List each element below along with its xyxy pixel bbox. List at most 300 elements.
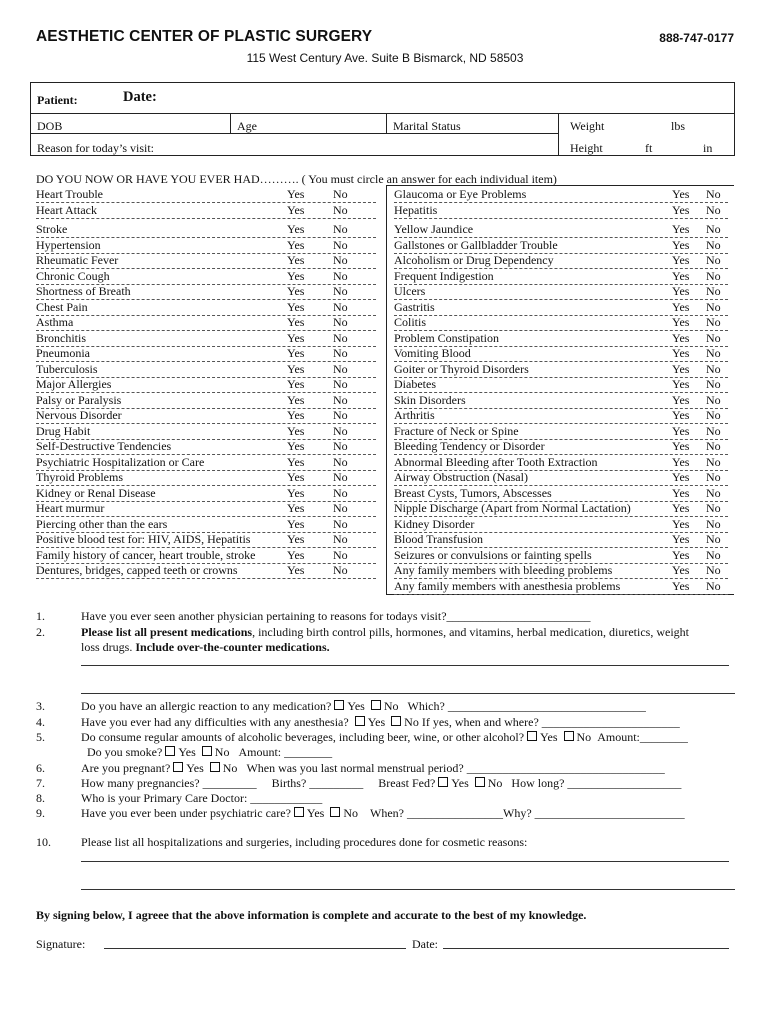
no-option[interactable]: No <box>333 361 348 376</box>
condition-label: Chest Pain <box>36 299 88 314</box>
history-row <box>36 284 376 300</box>
question-1: Have you ever seen another physician pertaining to reasons for todays visit?________________________ <box>81 609 591 623</box>
no-option[interactable]: No <box>706 203 721 217</box>
question-3 <box>81 699 646 714</box>
page-title: AESTHETIC CENTER OF PLASTIC SURGERY <box>36 28 373 45</box>
condition-label: Asthma <box>36 315 74 329</box>
condition-label: Nipple Discharge (Apart from Normal Lactation) <box>394 501 631 515</box>
question-3-text: Do you have an allergic reaction to any medication? <box>81 699 332 713</box>
date-label: Date: <box>123 89 157 105</box>
condition-label: Heart Attack <box>36 203 97 217</box>
history-row <box>394 346 728 362</box>
yes-checkbox[interactable] <box>527 731 537 741</box>
no-option[interactable]: No <box>333 268 348 283</box>
condition-label: Goiter or Thyroid Disorders <box>394 361 529 376</box>
history-row <box>394 470 728 486</box>
yes-option[interactable]: Yes <box>287 485 305 500</box>
signature-statement: By signing below, I agreee that the above information is complete and accurate to the best of my knowledge. <box>36 908 587 922</box>
yes-option[interactable]: Yes <box>287 346 305 360</box>
question-4-when: If yes, when and where? _______________________ <box>421 715 680 729</box>
no-option[interactable]: No <box>333 299 348 314</box>
no-option[interactable]: No <box>333 408 348 422</box>
question-number: 5. <box>36 730 45 744</box>
yes-option[interactable]: Yes <box>672 361 690 376</box>
history-row <box>394 362 728 378</box>
divider <box>386 113 387 133</box>
question-7-breastfed: Breast Fed? <box>378 776 436 790</box>
no-label: No <box>404 715 419 729</box>
history-row <box>36 424 376 440</box>
history-row <box>36 346 376 362</box>
no-option[interactable]: No <box>706 485 721 500</box>
condition-label: Positive blood test for: HIV, AIDS, Hepatitis <box>36 532 251 546</box>
no-option[interactable]: No <box>706 439 721 453</box>
yes-option[interactable]: Yes <box>672 377 690 391</box>
question-7-births: Births? _________ <box>271 776 364 790</box>
condition-label: Hepatitis <box>394 203 438 217</box>
no-label: No <box>222 761 238 775</box>
no-option[interactable]: No <box>333 346 348 360</box>
divider <box>230 113 231 133</box>
ft-label: ft <box>645 141 653 155</box>
condition-label: Tuberculosis <box>36 361 98 376</box>
history-heading: DO YOU NOW OR HAVE YOU EVER HAD………. ( You must circle an answer for each individual item) <box>36 172 557 186</box>
history-row <box>36 563 376 579</box>
yes-option[interactable]: Yes <box>672 299 690 314</box>
question-6-text: Are you pregnant? <box>81 761 171 775</box>
no-option[interactable]: No <box>706 578 721 593</box>
no-checkbox[interactable] <box>371 700 381 710</box>
no-option[interactable]: No <box>706 516 721 531</box>
yes-checkbox[interactable] <box>165 746 175 756</box>
condition-label: Heart murmur <box>36 501 105 515</box>
patient-label: Patient: <box>37 93 78 107</box>
dob-label: DOB <box>37 119 63 133</box>
no-option[interactable]: No <box>333 377 348 391</box>
history-row <box>394 269 728 285</box>
no-option[interactable]: No <box>333 253 348 267</box>
no-label: No <box>487 776 503 790</box>
divider <box>31 113 734 114</box>
yes-option[interactable]: Yes <box>672 346 690 360</box>
answer-line[interactable] <box>81 861 729 862</box>
question-number: 10. <box>36 835 51 849</box>
yes-option[interactable]: Yes <box>287 501 305 515</box>
no-option[interactable]: No <box>333 439 348 453</box>
history-row <box>394 377 728 393</box>
condition-label: Kidney or Renal Disease <box>36 485 156 500</box>
question-6 <box>81 761 665 776</box>
divider <box>558 113 559 155</box>
question-5 <box>81 730 688 745</box>
condition-label: Hypertension <box>36 237 101 252</box>
yes-option[interactable]: Yes <box>672 392 690 407</box>
weight-label: Weight <box>570 119 605 133</box>
condition-label: Piercing other than the ears <box>36 516 168 531</box>
condition-label: Psychiatric Hospitalization or Care <box>36 454 205 469</box>
history-row <box>394 408 728 424</box>
age-label: Age <box>237 119 257 133</box>
yes-option[interactable]: Yes <box>672 454 690 469</box>
question-number: 2. <box>36 625 45 639</box>
no-option[interactable]: No <box>706 330 721 345</box>
question-5-text: Do consume regular amounts of alcoholic beverages, including beer, wine, or other alcohol? <box>81 730 525 744</box>
question-3-which: Which? _________________________________ <box>407 699 646 713</box>
no-option[interactable]: No <box>706 408 721 422</box>
no-option[interactable]: No <box>706 563 721 577</box>
history-row <box>394 486 728 502</box>
yes-option[interactable]: Yes <box>287 222 305 236</box>
yes-option[interactable]: Yes <box>672 547 690 562</box>
yes-label: Yes <box>367 715 386 729</box>
smoke-amount: Amount: ________ <box>238 745 333 759</box>
no-option[interactable]: No <box>333 485 348 500</box>
history-row <box>394 284 728 300</box>
yes-option[interactable]: Yes <box>287 299 305 314</box>
condition-label: Frequent Indigestion <box>394 268 494 283</box>
yes-option[interactable]: Yes <box>287 516 305 531</box>
history-row <box>36 222 376 238</box>
no-option[interactable]: No <box>706 346 721 360</box>
condition-label: Major Allergies <box>36 377 112 391</box>
no-checkbox[interactable] <box>330 807 340 817</box>
yes-label: Yes <box>178 745 196 759</box>
yes-option[interactable]: Yes <box>672 578 690 593</box>
no-option[interactable]: No <box>706 187 721 201</box>
yes-option[interactable]: Yes <box>287 268 305 283</box>
no-option[interactable]: No <box>333 423 348 438</box>
yes-option[interactable]: Yes <box>287 454 305 469</box>
question-9-when-why: When? ________________Why? _________________________ <box>370 806 685 820</box>
no-option[interactable]: No <box>706 423 721 438</box>
condition-label: Bleeding Tendency or Disorder <box>394 439 545 453</box>
condition-label: Alcoholism or Drug Dependency <box>394 253 554 267</box>
yes-option[interactable]: Yes <box>672 470 690 484</box>
yes-checkbox[interactable] <box>173 762 183 772</box>
yes-option[interactable]: Yes <box>287 439 305 453</box>
no-option[interactable]: No <box>706 392 721 407</box>
condition-label: Skin Disorders <box>394 392 466 407</box>
question-6-period: When was you last normal menstrual period? _________________________________ <box>246 761 665 775</box>
history-row <box>36 393 376 409</box>
no-option[interactable]: No <box>706 454 721 469</box>
yes-checkbox[interactable] <box>355 716 365 726</box>
question-5-amount: Amount:________ <box>597 730 688 744</box>
yes-label: Yes <box>347 699 365 713</box>
address: 115 West Century Ave. Suite B Bismarck, ND 58503 <box>246 51 524 65</box>
yes-option[interactable]: Yes <box>287 330 305 345</box>
question-number: 8. <box>36 791 45 805</box>
divider <box>31 133 558 134</box>
condition-label: Chronic Cough <box>36 268 110 283</box>
signature-date-line[interactable] <box>443 937 729 949</box>
no-option[interactable]: No <box>333 203 348 217</box>
history-row <box>394 187 728 203</box>
yes-option[interactable]: Yes <box>672 203 690 217</box>
question-number: 3. <box>36 699 45 713</box>
no-checkbox[interactable] <box>564 731 574 741</box>
no-option[interactable]: No <box>706 284 721 298</box>
yes-option[interactable]: Yes <box>287 284 305 298</box>
yes-option[interactable]: Yes <box>672 284 690 298</box>
yes-option[interactable]: Yes <box>287 253 305 267</box>
yes-option[interactable]: Yes <box>287 423 305 438</box>
question-2-line2-bold: Include over-the-counter medications. <box>135 640 330 654</box>
question-number: 4. <box>36 715 45 729</box>
question-4 <box>81 715 680 730</box>
history-row <box>394 517 728 533</box>
condition-label: Vomiting Blood <box>394 346 471 360</box>
no-option[interactable]: No <box>706 547 721 562</box>
condition-label: Colitis <box>394 315 427 329</box>
no-option[interactable]: No <box>706 532 721 546</box>
no-option[interactable]: No <box>333 237 348 252</box>
no-option[interactable]: No <box>333 392 348 407</box>
question-2-bold: Please list all present medications <box>81 625 253 639</box>
condition-label: Ulcers <box>394 284 426 298</box>
condition-label: Pneumonia <box>36 346 90 360</box>
history-row <box>36 238 376 254</box>
yes-option[interactable]: Yes <box>287 392 305 407</box>
yes-option[interactable]: Yes <box>287 532 305 546</box>
question-2-text: , including birth control pills, hormones, and vitamins, herbal medication, diuretics, weight <box>252 625 690 639</box>
yes-option[interactable]: Yes <box>672 563 690 577</box>
yes-option[interactable]: Yes <box>672 516 690 531</box>
no-option[interactable]: No <box>333 532 348 546</box>
no-option[interactable]: No <box>706 377 721 391</box>
question-2-line2 <box>81 640 330 655</box>
no-option[interactable]: No <box>706 315 721 329</box>
condition-label: Dentures, bridges, capped teeth or crowns <box>36 563 238 577</box>
no-option[interactable]: No <box>333 315 348 329</box>
reason-label: Reason for today’s visit: <box>37 141 154 155</box>
no-checkbox[interactable] <box>475 777 485 787</box>
yes-label: Yes <box>186 761 204 775</box>
question-8: Who is your Primary Care Doctor: ____________ <box>81 791 323 805</box>
no-option[interactable]: No <box>333 563 348 577</box>
condition-label: Blood Transfusion <box>394 532 484 546</box>
history-row <box>394 203 728 219</box>
yes-option[interactable]: Yes <box>287 315 305 329</box>
no-option[interactable]: No <box>333 501 348 515</box>
condition-label: Bronchitis <box>36 330 86 345</box>
yes-option[interactable]: Yes <box>672 330 690 345</box>
condition-label: Shortness of Breath <box>36 284 131 298</box>
question-7 <box>81 776 681 791</box>
yes-checkbox[interactable] <box>334 700 344 710</box>
no-checkbox[interactable] <box>202 746 212 756</box>
question-9 <box>81 806 685 821</box>
condition-label: Breast Cysts, Tumors, Abscesses <box>394 485 552 500</box>
question-7-pregnancies: How many pregnancies? _________ <box>81 776 257 790</box>
history-row <box>394 315 728 331</box>
phone-number: 888-747-0177 <box>659 31 734 45</box>
no-option[interactable]: No <box>706 237 721 252</box>
history-row <box>36 470 376 486</box>
height-label: Height <box>570 141 603 155</box>
question-2 <box>81 625 689 640</box>
history-row <box>394 393 728 409</box>
question-10: Please list all hospitalizations and surgeries, including procedures done for cosmetic reasons: <box>81 835 528 849</box>
no-label: No <box>383 699 399 713</box>
condition-label: Palsy or Paralysis <box>36 392 122 407</box>
history-row <box>36 187 376 203</box>
question-number: 6. <box>36 761 45 775</box>
yes-checkbox[interactable] <box>438 777 448 787</box>
yes-option[interactable]: Yes <box>287 408 305 422</box>
yes-label: Yes <box>540 730 558 744</box>
yes-option[interactable]: Yes <box>672 253 690 267</box>
answer-line[interactable] <box>81 889 735 890</box>
question-4-text: Have you ever had any difficulties with any anesthesia? <box>81 715 349 729</box>
signature-label: Signature: <box>36 937 86 951</box>
yes-option[interactable]: Yes <box>672 237 690 252</box>
condition-label: Heart Trouble <box>36 187 103 201</box>
no-option[interactable]: No <box>333 454 348 469</box>
condition-label: Stroke <box>36 222 68 236</box>
no-option[interactable]: No <box>706 222 721 236</box>
history-row <box>36 331 376 347</box>
question-number: 9. <box>36 806 45 820</box>
yes-option[interactable]: Yes <box>672 532 690 546</box>
yes-label: Yes <box>451 776 469 790</box>
condition-label: Drug Habit <box>36 423 91 438</box>
no-option[interactable]: No <box>333 284 348 298</box>
yes-option[interactable]: Yes <box>672 315 690 329</box>
yes-option[interactable]: Yes <box>287 547 305 562</box>
condition-label: Yellow Jaundice <box>394 222 474 236</box>
no-label: No <box>576 730 592 744</box>
history-row <box>394 238 728 254</box>
history-row <box>394 331 728 347</box>
yes-option[interactable]: Yes <box>287 203 305 217</box>
condition-label: Diabetes <box>394 377 436 391</box>
history-row <box>394 563 728 579</box>
yes-option[interactable]: Yes <box>672 268 690 283</box>
patient-info-box <box>30 82 735 156</box>
smoke-question <box>87 745 332 760</box>
question-7-howlong: How long? ___________________ <box>511 776 682 790</box>
no-option[interactable]: No <box>706 501 721 515</box>
no-option[interactable]: No <box>333 222 348 236</box>
history-row <box>36 486 376 502</box>
history-row <box>36 532 376 548</box>
yes-option[interactable]: Yes <box>672 439 690 453</box>
no-option[interactable]: No <box>333 547 348 562</box>
yes-option[interactable]: Yes <box>672 187 690 201</box>
no-label: No <box>214 745 230 759</box>
no-checkbox[interactable] <box>391 716 401 726</box>
history-row <box>394 424 728 440</box>
history-row <box>36 455 376 471</box>
history-row <box>36 439 376 455</box>
no-option[interactable]: No <box>706 361 721 376</box>
condition-label: Gastritis <box>394 299 435 314</box>
no-option[interactable]: No <box>333 516 348 531</box>
condition-label: Gallstones or Gallbladder Trouble <box>394 237 558 252</box>
history-row <box>36 253 376 269</box>
history-row <box>394 548 728 564</box>
smoke-text: Do you smoke? <box>87 745 163 759</box>
signature-date-label: Date: <box>412 937 438 951</box>
answer-line[interactable] <box>81 665 729 666</box>
history-row <box>36 548 376 564</box>
history-row <box>36 517 376 533</box>
yes-option[interactable]: Yes <box>672 485 690 500</box>
history-row <box>36 408 376 424</box>
history-row <box>36 377 376 393</box>
history-row <box>394 579 728 595</box>
yes-option[interactable]: Yes <box>287 563 305 577</box>
history-row <box>36 300 376 316</box>
no-option[interactable]: No <box>706 253 721 267</box>
question-9-text: Have you ever been under psychiatric care? <box>81 806 291 820</box>
yes-option[interactable]: Yes <box>287 361 305 376</box>
no-option[interactable]: No <box>706 268 721 283</box>
answer-line[interactable] <box>81 693 735 694</box>
marital-status-label: Marital Status <box>393 119 461 133</box>
signature-line[interactable] <box>104 937 406 949</box>
no-label: No <box>343 806 359 820</box>
no-checkbox[interactable] <box>210 762 220 772</box>
history-row <box>394 501 728 517</box>
condition-label: Rheumatic Fever <box>36 253 119 267</box>
yes-option[interactable]: Yes <box>287 470 305 484</box>
yes-option[interactable]: Yes <box>672 501 690 515</box>
history-row <box>36 269 376 285</box>
history-row <box>394 222 728 238</box>
condition-label: Abnormal Bleeding after Tooth Extraction <box>394 454 598 469</box>
history-row <box>394 532 728 548</box>
condition-label: Any family members with bleeding problems <box>394 563 613 577</box>
yes-option[interactable]: Yes <box>287 237 305 252</box>
condition-label: Airway Obstruction (Nasal) <box>394 470 528 484</box>
yes-option[interactable]: Yes <box>672 222 690 236</box>
yes-option[interactable]: Yes <box>672 408 690 422</box>
history-row <box>394 455 728 471</box>
yes-label: Yes <box>306 806 325 820</box>
condition-label: Family history of cancer, heart trouble, stroke <box>36 547 256 562</box>
condition-label: Seizures or convulsions or fainting spells <box>394 547 592 562</box>
no-option[interactable]: No <box>333 187 348 201</box>
question-number: 7. <box>36 776 45 790</box>
condition-label: Self-Destructive Tendencies <box>36 439 172 453</box>
history-row <box>394 439 728 455</box>
question-number: 1. <box>36 609 45 623</box>
condition-label: Thyroid Problems <box>36 470 123 484</box>
no-option[interactable]: No <box>333 470 348 484</box>
condition-label: Fracture of Neck or Spine <box>394 423 519 438</box>
history-row <box>36 501 376 517</box>
question-2-line2-text: loss drugs. <box>81 640 136 654</box>
yes-option[interactable]: Yes <box>287 187 305 201</box>
condition-label: Arthritis <box>394 408 435 422</box>
no-option[interactable]: No <box>333 330 348 345</box>
history-row <box>394 253 728 269</box>
yes-checkbox[interactable] <box>294 807 304 817</box>
condition-label: Glaucoma or Eye Problems <box>394 187 527 201</box>
yes-option[interactable]: Yes <box>287 377 305 391</box>
no-option[interactable]: No <box>706 470 721 484</box>
history-row <box>36 315 376 331</box>
condition-label: Nervous Disorder <box>36 408 122 422</box>
condition-label: Kidney Disorder <box>394 516 475 531</box>
history-row <box>36 362 376 378</box>
no-option[interactable]: No <box>706 299 721 314</box>
yes-option[interactable]: Yes <box>672 423 690 438</box>
condition-label: Any family members with anesthesia problems <box>394 578 621 593</box>
condition-label: Problem Constipation <box>394 330 499 345</box>
